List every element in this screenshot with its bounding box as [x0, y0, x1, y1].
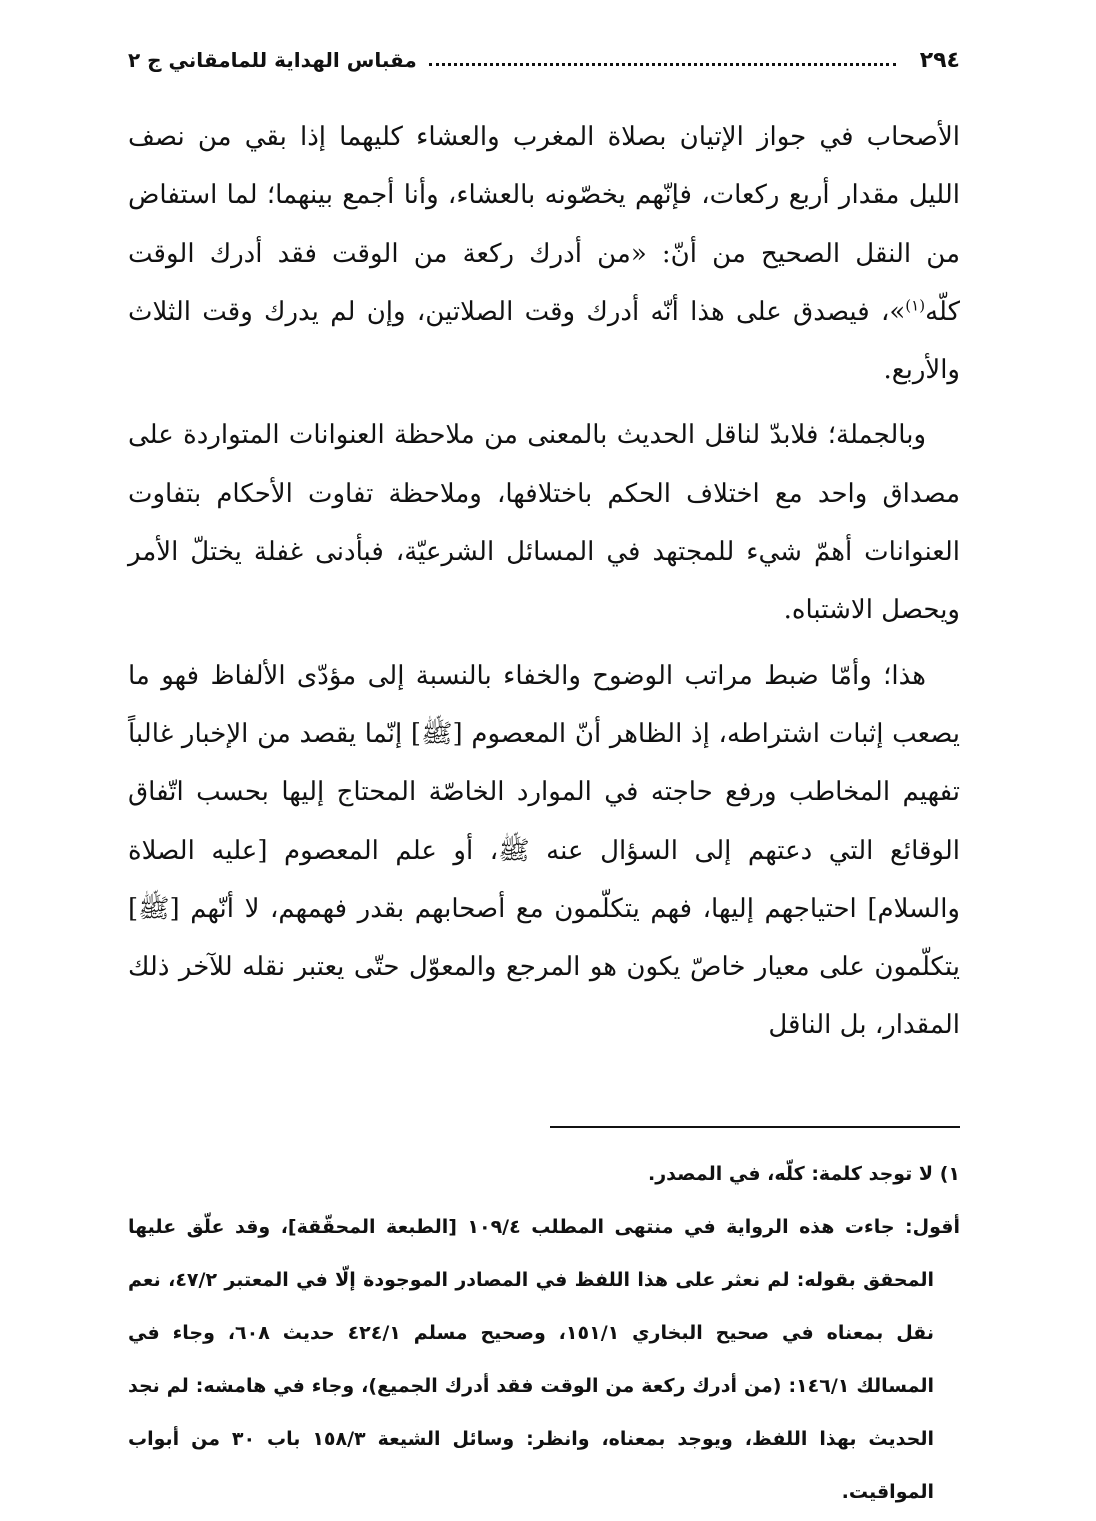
- main-text: [128, 108, 960, 1062]
- paragraph-1-text-end: »، فيصدق على هذا أنّه أدرك وقت الصلاتين، وإن لم يدرك وقت الثلاث والأربع.: [128, 296, 960, 386]
- paragraph-2: وبالجملة؛ فلابدّ لناقل الحديث بالمعنى من ملاحظة العنوانات المتواردة على مصداق واحد مع اختلاف الحكم باختلافها، وملاحظة تفاوت الأحكام بتفاوت العنوانات أهمّ شيء للمجتهد في المسائل الشرعيّة، فبأدنى غفلة يختلّ الأمر ويحصل الاشتباه.: [128, 420, 960, 626]
- footnote-separator: [550, 1126, 960, 1128]
- footnote-comment: أقول: جاءت هذه الرواية في منتهى المطلب ١٠٩/٤ [الطبعة المحقّقة]، وقد علّق عليها المحقق بقوله: لم نعثر على هذا اللفظ في المصادر الموجودة إلّا في المعتبر ٤٧/٢، نعم نقل بمعناه في صحيح البخاري ١٥١/١، وصحيح مسلم ٤٢٤/١ حديث ٦٠٨، وجاء في المسالك ١٤٦/١: (من أدرك ركعة من الوقت فقد أدرك الجميع)، وجاء في هامشه: لم نجد الحديث بهذا اللفظ، ويوجد بمعناه، وانظر: وسائل الشيعة ١٥٨/٣ باب ٣٠ من أبواب المواقيت.: [128, 1216, 960, 1503]
- page-header: [128, 36, 960, 84]
- paragraph-1-text: الأصحاب في جواز الإتيان بصلاة المغرب والعشاء كليهما إذا بقي من نصف الليل مقدار أربع ركعات، فإنّهم يخصّونه بالعشاء، وأنا أجمع بينهما؛ لما استفاض من النقل الصحيح من أنّ: «من أدرك ركعة من الوقت فقد أدرك الوقت كلّه: [128, 122, 960, 327]
- paragraph-1: [128, 108, 960, 399]
- footnote-marker-1: (١): [905, 296, 926, 315]
- page-number: ٢٩٤: [919, 47, 960, 73]
- header-dotted-leader: [429, 63, 896, 66]
- running-title: مقباس الهداية للمامقاني ج ٢: [128, 48, 417, 72]
- paragraph-3: هذا؛ وأمّا ضبط مراتب الوضوح والخفاء بالنسبة إلى مؤدّى الألفاظ فهو ما يصعب إثبات اشتراطه، إذ الظاهر أنّ المعصوم [ﷺ] إنّما يقصد من الإخبار غالباً تفهيم المخاطب ورفع حاجته في الموارد الخاصّة المحتاج إليها بحسب اتّفاق الوقائع التي دعتهم إلى السؤال عنه ﷺ، أو علم المعصوم [عليه الصلاة والسلام] احتياجهم إليها، فهم يتكلّمون مع أصحابهم بقدر فهمهم، لا أنّهم [ﷺ] يتكلّمون على معيار خاصّ يكون هو المرجع والمعوّل حتّى يعتبر نقله للآخر ذلك المقدار، بل الناقل: [128, 660, 960, 1041]
- footnotes: [128, 1148, 960, 1519]
- footnote-1: ١) لا توجد كلمة: كلّه، في المصدر.: [648, 1163, 960, 1185]
